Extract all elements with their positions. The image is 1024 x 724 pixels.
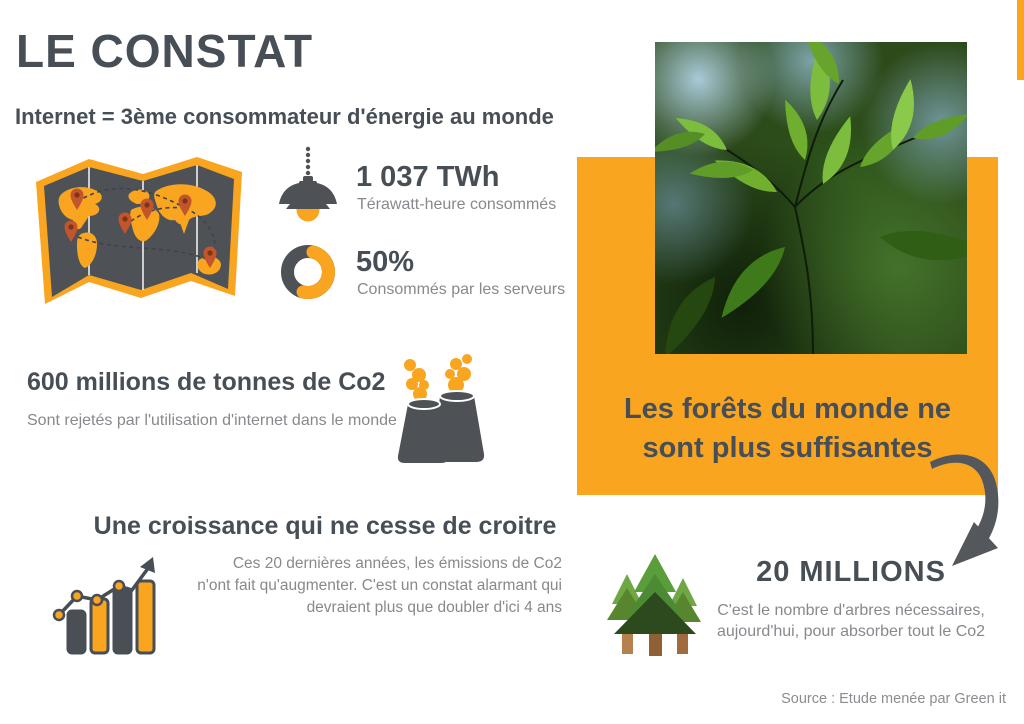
growth-body-line: n'ont fait qu'augmenter. C'est un constat alarmant qui [197,577,562,594]
growth-heading: Une croissance qui ne cesse de croitre [93,512,557,540]
bar-chart-growth-icon [52,545,167,660]
forest-banner-line: sont plus suffisantes [642,432,933,464]
growth-body-line: devraient plus que doubler d'ici 4 ans [306,599,562,616]
leaves-photo [655,42,967,354]
smokestacks-icon [396,354,491,466]
trees-caption-line: C'est le nombre d'arbres nécessaires, [717,602,985,619]
page-title: LE CONSTAT [16,25,314,77]
servers-stat-value: 50% [356,246,415,278]
source-credit: Source : Etude menée par Green it [781,691,1006,707]
pine-trees-icon [604,550,706,656]
co2-caption: Sont rejetés par l'utilisation d'internet dans le monde [27,412,397,429]
curved-arrow-icon [930,448,1008,566]
energy-stat-caption: Térawatt-heure consommés [357,196,557,213]
donut-chart-icon [278,242,338,302]
page-subtitle: Internet = 3ème consommateur d'énergie au monde [15,104,554,129]
growth-body-line: Ces 20 dernières années, les émissions de Co2 [232,555,562,572]
lamp-icon [276,146,340,228]
trees-stat-caption [700,600,1002,642]
corner-accent-bar [1017,0,1024,80]
energy-stat-value: 1 037 TWh [356,161,500,193]
trees-stat-value: 20 MILLIONS [756,556,946,588]
servers-stat-caption: Consommés par les serveurs [357,281,566,298]
growth-body [180,553,562,619]
forest-banner-line: Les forêts du monde ne [623,393,952,425]
world-map-icon [33,148,245,316]
forest-banner-text [597,390,978,468]
co2-heading: 600 millions de tonnes de Co2 [27,368,386,396]
trees-caption-line: aujourd'hui, pour absorber tout le Co2 [716,623,986,640]
